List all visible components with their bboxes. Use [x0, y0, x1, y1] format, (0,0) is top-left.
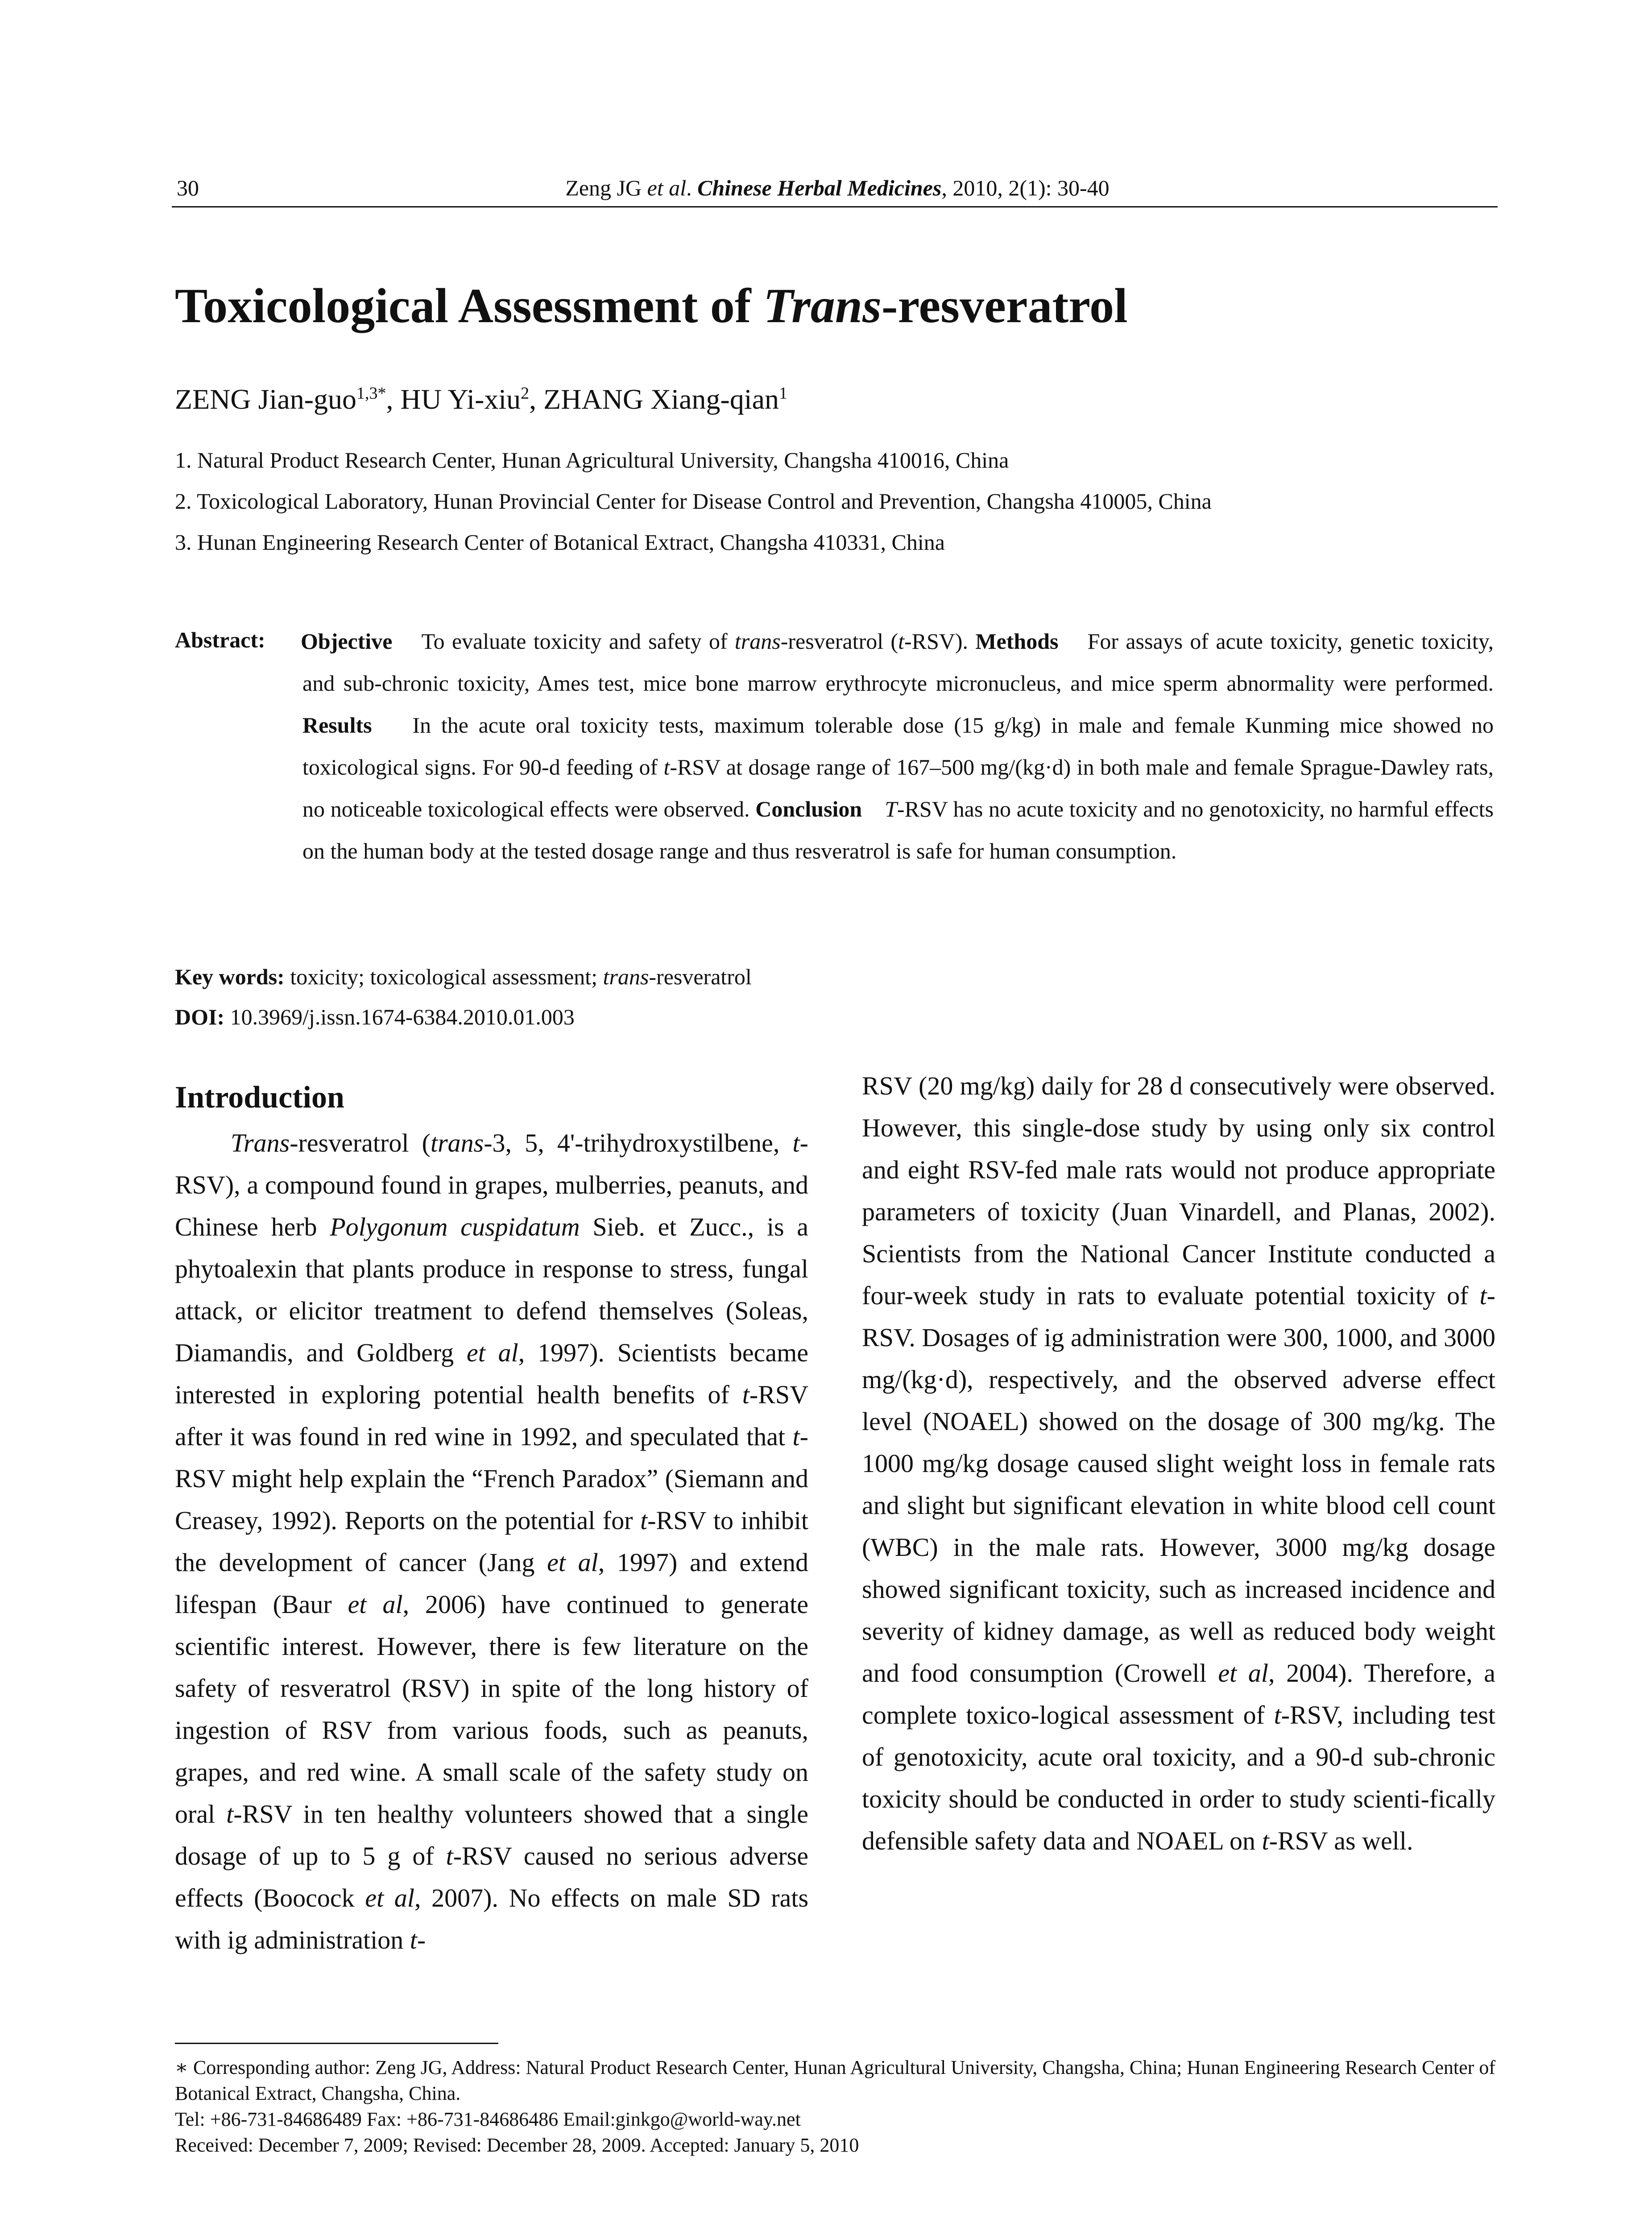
keywords-label: Key words: [175, 964, 285, 989]
right_column-segment: -RSV. Dosages of ig administration were 300, 1000, and 3000 mg/(kg·d), respectively, and the observed adverse effect level (NOAEL) showed on the dosage of 300 mg/kg. The 1000 mg/kg dosage caused slight weight loss in female rats and slight but significant elevation in white blood cell count (WBC) in the male rats. However, 3000 mg/kg dosage showed significant toxicity, such as increased incidence and severity of kidney damage, as well as reduced body weight and food consumption (Crowell [862, 1281, 1495, 1688]
running-head-dot: . [686, 175, 698, 200]
running-head [175, 175, 1500, 201]
running-head-authors: Zeng JG [565, 175, 647, 200]
page-number: 30 [177, 175, 199, 200]
left_column-segment: -RSV to inhibit the development of cancer (Jang [175, 1506, 808, 1577]
left_column-segment: , 1997) and extend lifespan (Baur [175, 1548, 808, 1619]
right_column-segment: t [1274, 1700, 1281, 1729]
objective-label: Objective [301, 629, 393, 654]
left_column-segment: t [792, 1422, 800, 1451]
corresponding-author-note: ∗ Corresponding author: Zeng JG, Address: Natural Product Research Center, Hunan Agricultural University, Changsha, China; Hunan Engineering Research Center of Botanical Extract, Changsha, China. [175, 2057, 1495, 2104]
results-label: Results [302, 713, 372, 738]
left_column-segment: -RSV in ten healthy volunteers showed that a single dosage of up to 5 g of [175, 1800, 809, 1870]
left_column-segment: , 2007). No effects on male SD rats with ig administration [175, 1883, 809, 1954]
affiliation-1: 1. Natural Product Research Center, Hunan Agricultural University, Changsha 410016, China [175, 448, 1009, 473]
right_column-segment: et al [1218, 1659, 1268, 1688]
left_column-segment: Sieb. et Zucc., is a phytoalexin that plants produce in response to stress, fungal attack, or elicitor treatment to defend themselves (Soleas, Diamandis, and Goldberg [175, 1212, 808, 1367]
affiliation-3: 3. Hunan Engineering Research Center of Botanical Extract, Changsha 410331, China [175, 530, 945, 555]
running-head-citation: , 2010, 2(1): 30-40 [941, 175, 1110, 200]
left_column-segment: Trans [231, 1128, 290, 1157]
conclusion-label: Conclusion [755, 796, 862, 821]
keywords-suffix: -resveratrol [649, 964, 752, 989]
right_column-segment: -RSV, including test of genotoxicity, acute oral toxicity, and a 90-d sub-chronic toxicity should be conducted in order to study scienti-fically defensible safety data and NOAEL on [862, 1700, 1496, 1855]
left_column-segment: t [446, 1841, 453, 1870]
conclusion-text: -RSV has no acute toxicity and no genotoxicity, no harmful effects on the human body at the tested dosage range and thus resveratrol is safe for human consumption. [302, 796, 1494, 863]
keywords [175, 964, 752, 990]
keywords-text: toxicity; toxicological assessment; [284, 964, 603, 989]
left_column-segment: , 2006) have continued to generate scientific interest. However, there is few literature on the safety of resveratrol (RSV) in spite of the long history of ingestion of RSV from various foods, such as peanuts, grapes, and red wine. A small scale of the safety study on oral [175, 1590, 808, 1829]
intro-right-column [862, 1065, 1495, 1862]
left_column-segment: , 1997). Scientists became interested in exploring potential health benefits of [175, 1338, 808, 1409]
left_column-segment: t [640, 1506, 648, 1535]
right_column-segment: , 2004). Therefore, a complete toxico-logical assessment of [862, 1659, 1495, 1729]
left_column-segment: t [410, 1925, 417, 1954]
left_column-segment: -RSV might help explain the “French Paradox” (Siemann and Creasey, 1992). Reports on the potential for [175, 1422, 808, 1535]
right_column-segment: RSV (20 mg/kg) daily for 28 d consecutively were observed. However, this single-dose study by using only six control and eight RSV-fed male rats would not produce appropriate parameters of toxicity (Juan Vinardell, and Planas, 2002). Scientists from the National Cancer Institute conducted a four-week study in rats to evaluate potential toxicity of [862, 1071, 1495, 1310]
author-2: , HU Yi-xiu [386, 383, 521, 415]
keywords-italic: trans [603, 964, 649, 989]
author-1: ZENG Jian-guo [175, 383, 357, 415]
contact-info: Tel: +86-731-84686489 Fax: +86-731-84686486 Email:ginkgo@world-way.net [175, 2108, 801, 2130]
objective-text-2: -resveratrol ( [780, 629, 898, 654]
methods-text: For assays of acute toxicity, genetic toxicity, and sub-chronic toxicity, Ames test, mice bone marrow erythrocyte micronucleus, and mice sperm abnormality were performed. [302, 629, 1494, 696]
author-3: , ZHANG Xiang-qian [529, 383, 779, 415]
left_column-segment: t [742, 1380, 749, 1409]
conclusion-italic: T [885, 796, 897, 821]
left_column-segment: t [226, 1800, 234, 1829]
section-heading-introduction: Introduction [175, 1080, 344, 1115]
title-part1: Toxicological Assessment of [175, 278, 763, 333]
left_column-segment: -RSV caused no serious adverse effects (Boocock [175, 1841, 808, 1912]
received-dates: Received: December 7, 2009; Revised: December 28, 2009. Accepted: January 5, 2010 [175, 2134, 859, 2156]
intro-left-paragraph [175, 1122, 808, 1961]
objective-italic: trans [734, 629, 781, 654]
objective-text-1: To evaluate toxicity and safety of [421, 629, 735, 654]
abstract-body [302, 620, 1494, 872]
author-1-affil: 1,3* [356, 384, 386, 403]
methods-label: Methods [975, 629, 1059, 654]
affiliation-2: 2. Toxicological Laboratory, Hunan Provincial Center for Disease Control and Prevention, Changsha 410005, China [175, 489, 1212, 514]
left_column-segment: -resveratrol ( [290, 1128, 431, 1157]
footnotes [175, 2055, 1495, 2158]
header-rule [172, 206, 1498, 207]
right_column-segment: -RSV as well. [1269, 1826, 1413, 1855]
left_column-segment: Polygonum cuspidatum [330, 1212, 580, 1241]
left_column-segment: -RSV after it was found in red wine in 1992, and speculated that [175, 1380, 808, 1451]
author-2-affil: 2 [521, 384, 530, 403]
right_column-segment: t [1479, 1281, 1487, 1310]
running-head-etal: et al [647, 175, 687, 200]
intro-right-paragraph [862, 1065, 1495, 1862]
author-3-affil: 1 [779, 384, 788, 403]
doi-label: DOI: [175, 1004, 225, 1029]
left_column-segment: -RSV), a compound found in grapes, mulberries, peanuts, and Chinese herb [175, 1128, 808, 1241]
results-italic: t [663, 755, 670, 780]
paper-title [175, 278, 1128, 334]
doi [175, 1004, 575, 1030]
abstract-label: Abstract: [175, 627, 265, 652]
doi-value: 10.3969/j.issn.1674-6384.2010.01.003 [224, 1004, 575, 1029]
results-text-2: -RSV at dosage range of 167–500 mg/(kg·d) in both male and female Sprague-Dawley rats, no noticeable toxicological effects were observed. [302, 755, 1494, 821]
left_column-segment: et al [547, 1548, 598, 1577]
author-list [175, 383, 787, 416]
left_column-segment: et al [348, 1590, 403, 1619]
running-header [175, 175, 1500, 203]
title-italic: Trans [763, 278, 882, 333]
intro-left-column [175, 1122, 808, 1961]
left_column-segment: t [792, 1128, 800, 1157]
left_column-segment: trans [430, 1128, 484, 1157]
left_column-segment: -3, 5, 4'-trihydroxystilbene, [484, 1128, 793, 1157]
right_column-segment: t [1262, 1826, 1269, 1855]
journal-name: Chinese Herbal Medicines [697, 175, 942, 200]
objective-text-3: -RSV). [904, 629, 969, 654]
left_column-segment: et al [365, 1883, 414, 1912]
footnote-rule [175, 2043, 498, 2044]
results-text-1: In the acute oral toxicity tests, maximum tolerable dose (15 g/kg) in male and female Kunming mice showed no toxicological signs. For 90-d feeding of [302, 713, 1494, 780]
title-part3: -resveratrol [881, 278, 1128, 333]
left_column-segment: - [417, 1925, 426, 1954]
objective-italic-2: t [898, 629, 904, 654]
left_column-segment: et al [467, 1338, 518, 1367]
